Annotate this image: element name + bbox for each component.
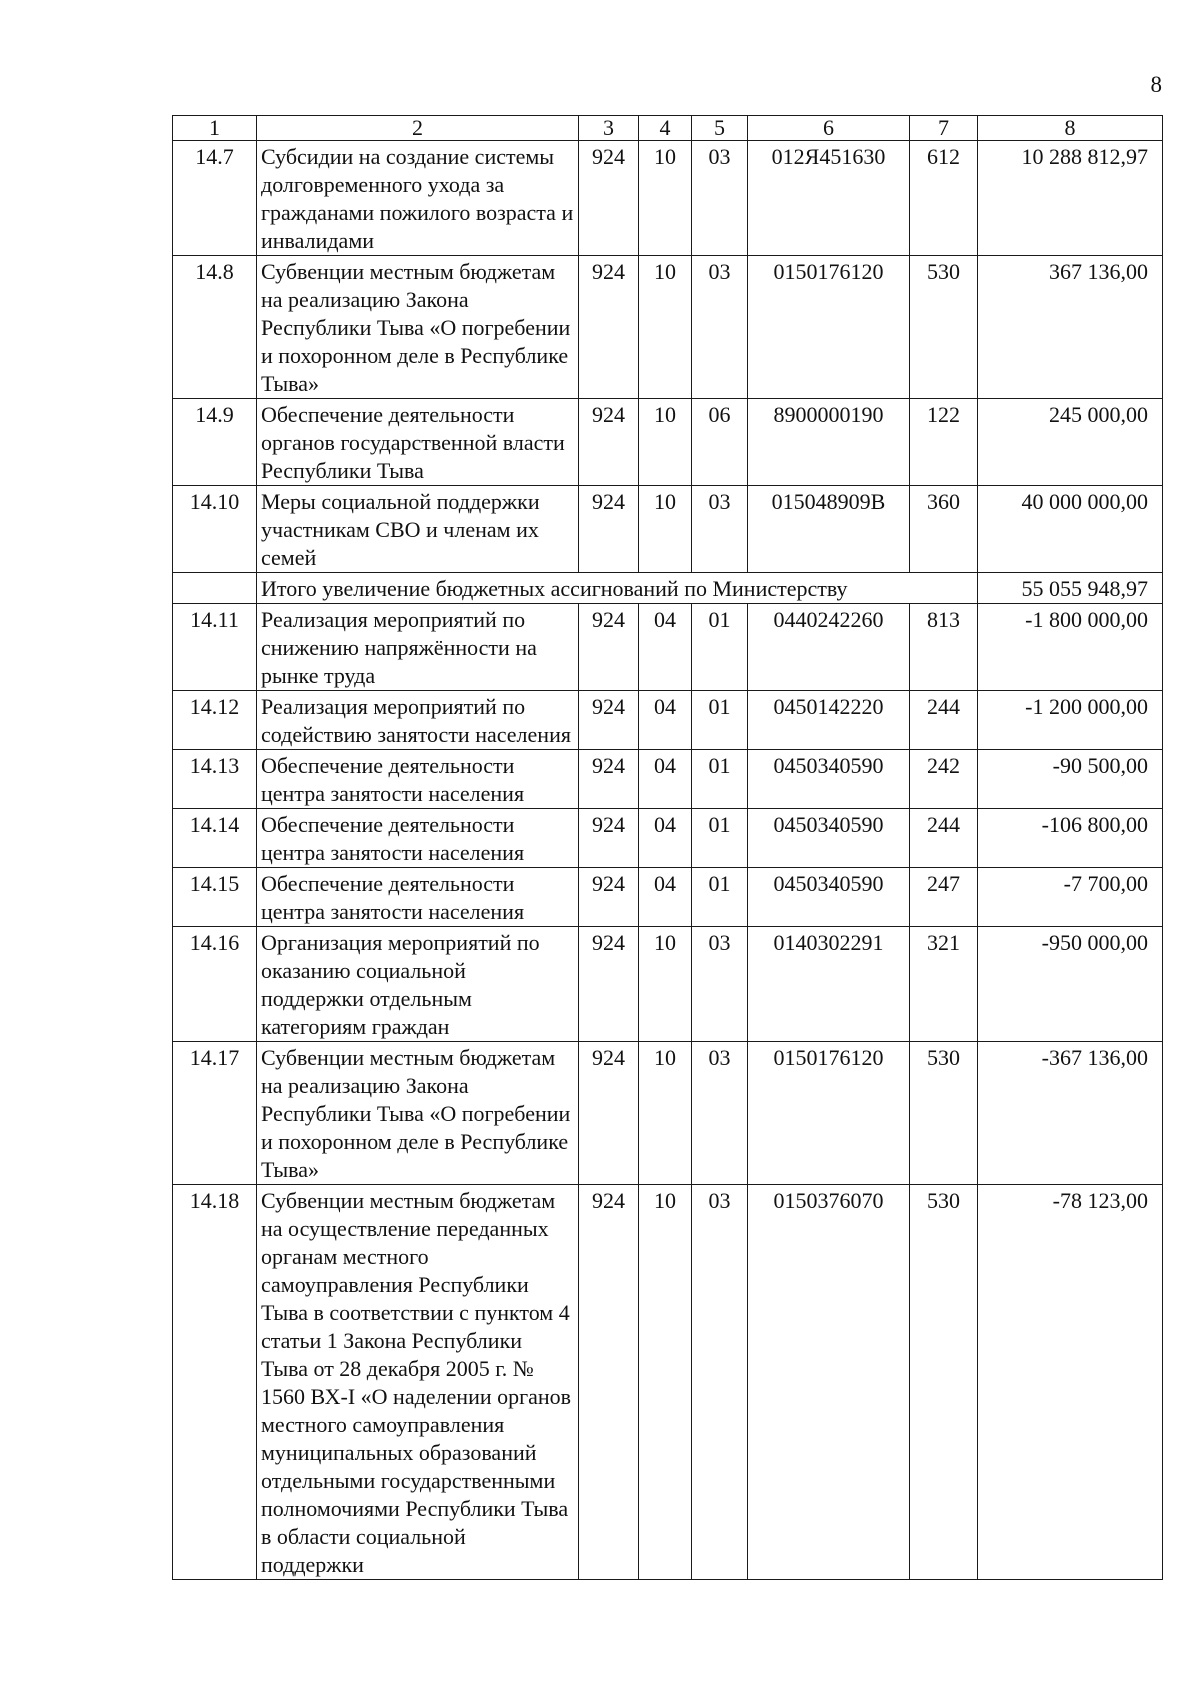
target-article-code: 0450340590 bbox=[748, 809, 910, 868]
expense-type-code: 612 bbox=[910, 141, 978, 256]
subsection-code: 06 bbox=[692, 399, 748, 486]
row-name: Обеспечение деятельности центра занятости населения bbox=[257, 868, 579, 927]
target-article-code: 0440242260 bbox=[748, 604, 910, 691]
header-cell: 7 bbox=[910, 116, 978, 141]
subsection-code: 03 bbox=[692, 1185, 748, 1580]
subsection-code: 03 bbox=[692, 927, 748, 1042]
expense-type-code: 530 bbox=[910, 1185, 978, 1580]
page-number: 8 bbox=[1150, 72, 1162, 97]
row-name: Субвенции местным бюджетам на реализацию Закона Республики Тыва «О погребении и похоронном деле в Республике Тыва» bbox=[257, 256, 579, 399]
row-name: Субвенции местным бюджетам на осуществление переданных органам местного самоуправления Республики Тыва в соответствии с пунктом 4 статьи 1 Закона Республики Тыва от 28 декабря 2005 г. № 1560 ВХ-I «О наделении органов местного самоуправления муниципальных образований отдельными государственными полномочиями Республики Тыва в области социальной поддержки bbox=[257, 1185, 579, 1580]
section-code: 10 bbox=[639, 256, 692, 399]
section-code: 10 bbox=[639, 399, 692, 486]
amount: -367 136,00 bbox=[978, 1042, 1163, 1185]
ministry-code: 924 bbox=[579, 691, 639, 750]
amount: -950 000,00 bbox=[978, 927, 1163, 1042]
table-row bbox=[173, 927, 1163, 1042]
subsection-code: 03 bbox=[692, 256, 748, 399]
amount: -90 500,00 bbox=[978, 750, 1163, 809]
amount: -1 800 000,00 bbox=[978, 604, 1163, 691]
header-cell: 4 bbox=[639, 116, 692, 141]
row-name: Обеспечение деятельности органов государственной власти Республики Тыва bbox=[257, 399, 579, 486]
table-row bbox=[173, 1042, 1163, 1185]
row-number: 14.8 bbox=[173, 256, 257, 399]
amount: -7 700,00 bbox=[978, 868, 1163, 927]
table-row bbox=[173, 486, 1163, 573]
table-row bbox=[173, 868, 1163, 927]
row-number: 14.12 bbox=[173, 691, 257, 750]
target-article-code: 0450340590 bbox=[748, 868, 910, 927]
row-number: 14.14 bbox=[173, 809, 257, 868]
section-code: 10 bbox=[639, 1042, 692, 1185]
table-row bbox=[173, 141, 1163, 256]
section-code: 04 bbox=[639, 604, 692, 691]
table-row bbox=[173, 691, 1163, 750]
section-code: 04 bbox=[639, 750, 692, 809]
ministry-code: 924 bbox=[579, 256, 639, 399]
target-article-code: 015048909В bbox=[748, 486, 910, 573]
amount: 367 136,00 bbox=[978, 256, 1163, 399]
row-name: Субсидии на создание системы долговременного ухода за гражданами пожилого возраста и инвалидами bbox=[257, 141, 579, 256]
subsection-code: 03 bbox=[692, 1042, 748, 1185]
table-row bbox=[173, 604, 1163, 691]
row-number: 14.17 bbox=[173, 1042, 257, 1185]
section-code: 04 bbox=[639, 868, 692, 927]
section-code: 10 bbox=[639, 927, 692, 1042]
total-label: Итого увеличение бюджетных ассигнований по Министерству bbox=[257, 573, 978, 604]
table-row bbox=[173, 1185, 1163, 1580]
row-name: Организация мероприятий по оказанию социальной поддержки отдельным категориям граждан bbox=[257, 927, 579, 1042]
expense-type-code: 813 bbox=[910, 604, 978, 691]
row-number: 14.18 bbox=[173, 1185, 257, 1580]
amount: 10 288 812,97 bbox=[978, 141, 1163, 256]
ministry-code: 924 bbox=[579, 1042, 639, 1185]
expense-type-code: 530 bbox=[910, 256, 978, 399]
amount: 40 000 000,00 bbox=[978, 486, 1163, 573]
subsection-code: 03 bbox=[692, 486, 748, 573]
ministry-code: 924 bbox=[579, 141, 639, 256]
header-cell: 5 bbox=[692, 116, 748, 141]
ministry-code: 924 bbox=[579, 927, 639, 1042]
row-number: 14.9 bbox=[173, 399, 257, 486]
row-number: 14.11 bbox=[173, 604, 257, 691]
row-number: 14.10 bbox=[173, 486, 257, 573]
target-article-code: 0140302291 bbox=[748, 927, 910, 1042]
target-article-code: 0450340590 bbox=[748, 750, 910, 809]
row-name: Субвенции местным бюджетам на реализацию Закона Республики Тыва «О погребении и похоронном деле в Республике Тыва» bbox=[257, 1042, 579, 1185]
expense-type-code: 321 bbox=[910, 927, 978, 1042]
header-cell: 8 bbox=[978, 116, 1163, 141]
amount: -1 200 000,00 bbox=[978, 691, 1163, 750]
expense-type-code: 360 bbox=[910, 486, 978, 573]
subsection-code: 01 bbox=[692, 809, 748, 868]
row-number: 14.16 bbox=[173, 927, 257, 1042]
total-row bbox=[173, 573, 1163, 604]
total-empty-cell bbox=[173, 573, 257, 604]
section-code: 10 bbox=[639, 486, 692, 573]
target-article-code: 0150376070 bbox=[748, 1185, 910, 1580]
header-cell: 2 bbox=[257, 116, 579, 141]
subsection-code: 01 bbox=[692, 604, 748, 691]
header-cell: 6 bbox=[748, 116, 910, 141]
subsection-code: 01 bbox=[692, 691, 748, 750]
row-name: Реализация мероприятий по снижению напряжённости на рынке труда bbox=[257, 604, 579, 691]
ministry-code: 924 bbox=[579, 486, 639, 573]
budget-table bbox=[172, 115, 1163, 1580]
row-number: 14.13 bbox=[173, 750, 257, 809]
header-row bbox=[173, 116, 1163, 141]
target-article-code: 0150176120 bbox=[748, 256, 910, 399]
ministry-code: 924 bbox=[579, 604, 639, 691]
expense-type-code: 530 bbox=[910, 1042, 978, 1185]
expense-type-code: 244 bbox=[910, 809, 978, 868]
target-article-code: 8900000190 bbox=[748, 399, 910, 486]
subsection-code: 03 bbox=[692, 141, 748, 256]
header-cell: 3 bbox=[579, 116, 639, 141]
amount: -78 123,00 bbox=[978, 1185, 1163, 1580]
total-amount: 55 055 948,97 bbox=[978, 573, 1163, 604]
ministry-code: 924 bbox=[579, 750, 639, 809]
subsection-code: 01 bbox=[692, 750, 748, 809]
row-name: Меры социальной поддержки участникам СВО и членам их семей bbox=[257, 486, 579, 573]
amount: 245 000,00 bbox=[978, 399, 1163, 486]
target-article-code: 0450142220 bbox=[748, 691, 910, 750]
ministry-code: 924 bbox=[579, 1185, 639, 1580]
header-cell: 1 bbox=[173, 116, 257, 141]
section-code: 10 bbox=[639, 141, 692, 256]
expense-type-code: 122 bbox=[910, 399, 978, 486]
row-number: 14.7 bbox=[173, 141, 257, 256]
row-number: 14.15 bbox=[173, 868, 257, 927]
table-row bbox=[173, 399, 1163, 486]
ministry-code: 924 bbox=[579, 809, 639, 868]
row-name: Реализация мероприятий по содействию занятости населения bbox=[257, 691, 579, 750]
section-code: 10 bbox=[639, 1185, 692, 1580]
target-article-code: 0150176120 bbox=[748, 1042, 910, 1185]
section-code: 04 bbox=[639, 809, 692, 868]
ministry-code: 924 bbox=[579, 399, 639, 486]
expense-type-code: 247 bbox=[910, 868, 978, 927]
table-row bbox=[173, 750, 1163, 809]
expense-type-code: 242 bbox=[910, 750, 978, 809]
row-name: Обеспечение деятельности центра занятости населения bbox=[257, 750, 579, 809]
subsection-code: 01 bbox=[692, 868, 748, 927]
expense-type-code: 244 bbox=[910, 691, 978, 750]
row-name: Обеспечение деятельности центра занятости населения bbox=[257, 809, 579, 868]
section-code: 04 bbox=[639, 691, 692, 750]
table-row bbox=[173, 256, 1163, 399]
table-row bbox=[173, 809, 1163, 868]
ministry-code: 924 bbox=[579, 868, 639, 927]
target-article-code: 012Я451630 bbox=[748, 141, 910, 256]
amount: -106 800,00 bbox=[978, 809, 1163, 868]
